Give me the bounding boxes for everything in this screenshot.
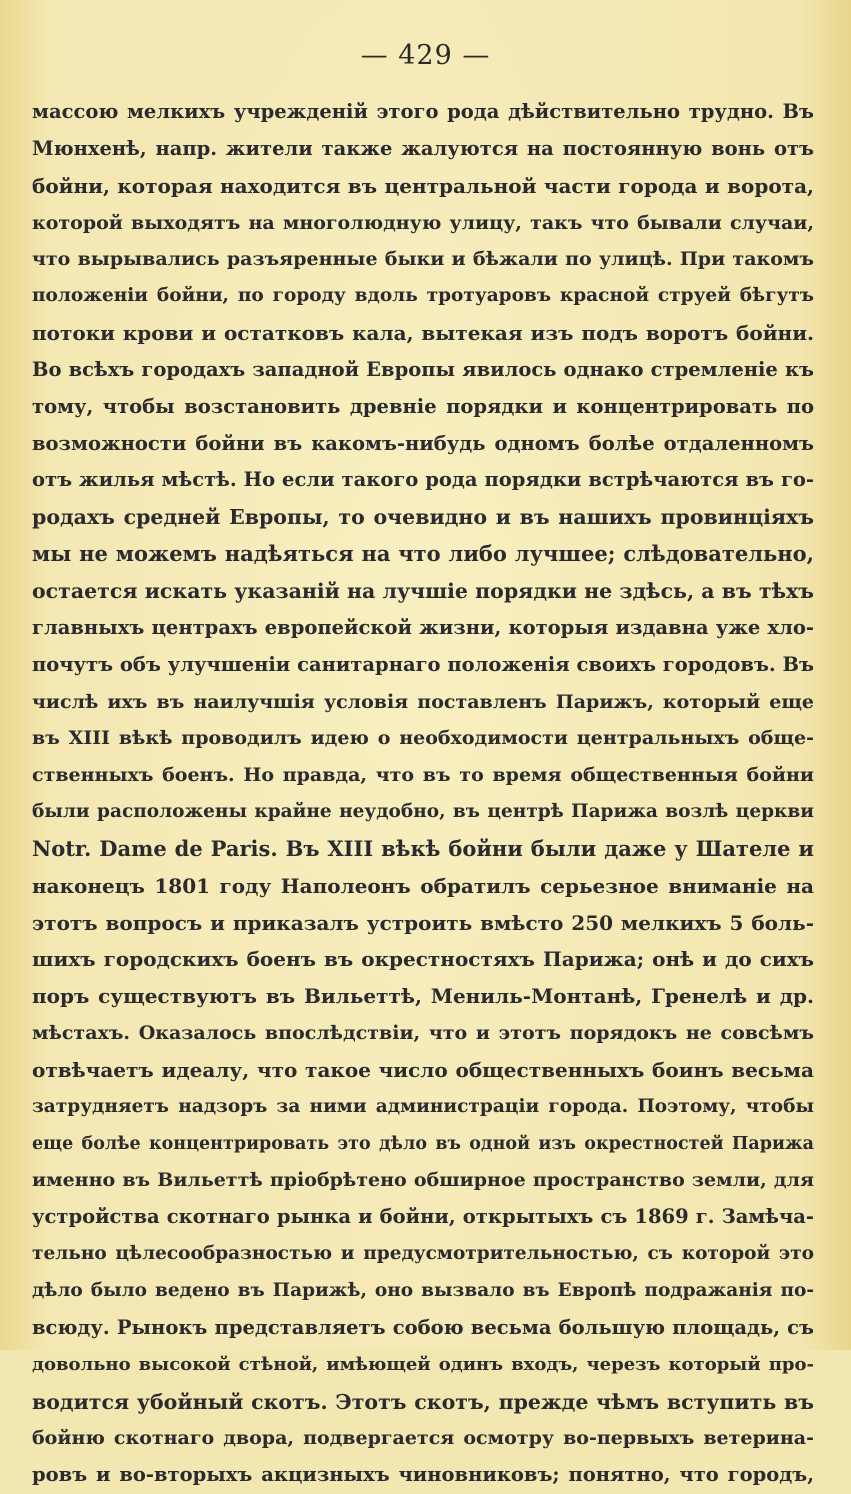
text-line: всюду. Рынокъ представляетъ собою весьма большую площадь, съ [32,1315,814,1339]
text-line: наконецъ 1801 году Наполеонъ обратилъ серьезное вниманіе на [32,873,814,898]
text-line: родахъ средней Европы, то очевидно и въ нашихъ провинціяхъ [32,505,814,530]
text-line: водится убойный скотъ. Этотъ скотъ, прежде чѣмъ вступить въ [32,1389,814,1414]
text-line: Во всѣхъ городахъ западной Европы явилось однако стремленіе къ [32,357,814,381]
text-line: бойни, которая находится въ центральной части города и ворота, [32,173,814,198]
text-line: дѣло было ведено въ Парижѣ, оно вызвало въ Европѣ подражанія по- [32,1280,814,1301]
text-line: въ XIII вѣкѣ проводилъ идею о необходимости центральныхъ обще- [32,727,814,750]
text-line: массою мелкихъ учрежденій этого рода дѣйствительно трудно. Въ [32,100,814,123]
page-number: — 429 — [360,40,491,71]
text-line: мѣстахъ. Оказалось впослѣдствіи, что и этотъ порядокъ не совсѣмъ [32,1022,814,1045]
text-line: почутъ объ улучшеніи санитарнаго положенія своихъ городовъ. Въ [32,652,814,676]
text-line: этотъ вопросъ и приказалъ устроить вмѣсто 250 мелкихъ 5 боль- [32,910,814,935]
text-line: ственныхъ боенъ. Но правда, что въ то время общественныя бойни [32,764,814,787]
text-line: шихъ городскихъ боенъ въ окрестностяхъ Парижа; онѣ и до сихъ [32,947,814,972]
body-text [32,94,814,1494]
text-line: тому, чтобы возстановить древніе порядки и концентрировать по [32,394,814,418]
text-line: затрудняетъ надзоръ за ними администраціи города. Поэтому, чтобы [32,1095,814,1117]
text-line: Notr. Dame de Paris. Въ XIII вѣкѣ бойни были даже у Шателе и [32,835,814,861]
text-line: главныхъ центрахъ европейской жизни, которыя издавна уже хло- [32,615,814,639]
text-line: возможности бойни въ какомъ-нибудь одномъ болѣе отдаленномъ [32,431,814,455]
text-line: мы не можемъ надѣяться на что либо лучшее; слѣдовательно, [32,541,814,567]
text-line: отвѣчаетъ идеалу, что такое число общественныхъ боинъ весьма [32,1057,814,1082]
text-line: отъ жилья мѣстѣ. Но если такого рода порядки встрѣчаются въ го- [32,468,814,492]
text-line: положеніи бойни, по городу вдоль тротуаровъ красной струей бѣгутъ [32,285,814,307]
text-line: числѣ ихъ въ наилучшія условія поставленъ Парижъ, который еще [32,690,814,713]
text-line: довольно высокой стѣной, имѣющей одинъ входъ, черезъ который про- [32,1353,814,1375]
text-line: были расположены крайне неудобно, въ центрѣ Парижа возлѣ церкви [32,801,814,823]
text-line: еще болѣе концентрировать это дѣло въ одной изъ окрестностей Парижа [32,1133,814,1154]
text-line: остается искать указаній на лучшіе порядки не здѣсь, а въ тѣхъ [32,578,814,603]
text-line: именно въ Вильеттѣ пріобрѣтено обширное пространство земли, для [32,1169,814,1192]
text-line: тельно цѣлесообразностью и предусмотрительностью, съ которой это [32,1243,814,1265]
text-line: Мюнхенѣ, напр. жители также жалуются на постоянную вонь отъ [32,136,814,160]
text-line: потоки крови и остатковъ кала, вытекая изъ подъ воротъ бойни. [32,321,814,346]
text-line: поръ существуютъ въ Вильеттѣ, Мениль-Монтанѣ, Гренелѣ и др. [32,984,814,1009]
text-line: устройства скотнаго рынка и бойни, открытыхъ съ 1869 г. Замѣча- [32,1205,814,1229]
text-line: которой выходятъ на многолюдную улицу, такъ что бывали случаи, [32,211,814,234]
text-line: бойню скотнаго двора, подвергается осмотру во-первыхъ ветерина- [32,1427,814,1450]
text-line: что вырывались разъяренные быки и бѣжали по улицѣ. При такомъ [32,248,814,271]
text-line: ровъ и во-вторыхъ акцизныхъ чиновниковъ; понятно, что городъ, [32,1463,814,1487]
